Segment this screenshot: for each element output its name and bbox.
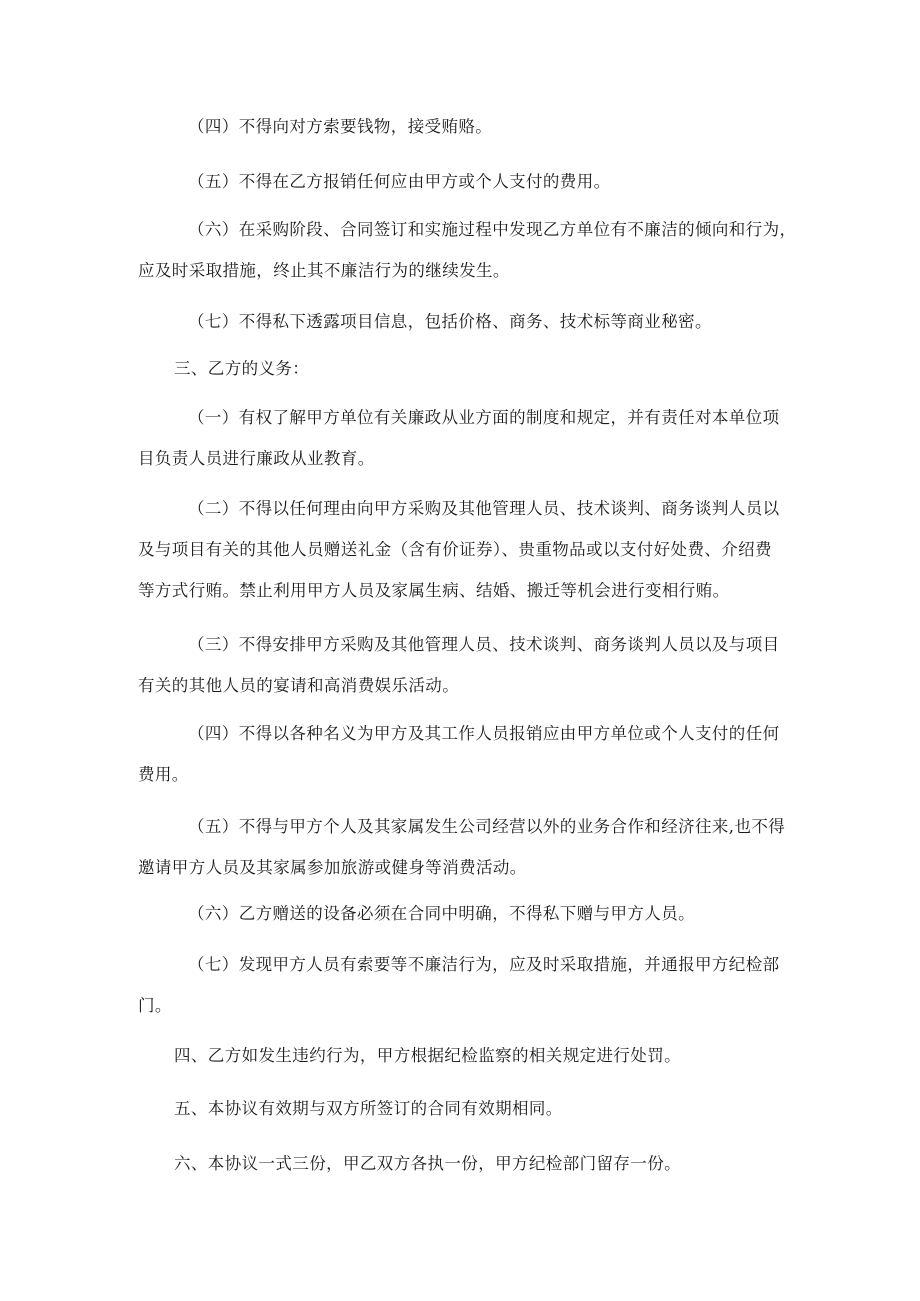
text-line: 五、本协议有效期与双方所签订的合同有效期相同。 <box>174 1099 563 1118</box>
text-line: 应及时采取措施，终止其不廉洁行为的继续发生。 <box>138 261 510 280</box>
clause-b1-education <box>138 397 790 479</box>
text-line: 邀请甲方人员及其家属参加旅游或健身等消费活动。 <box>138 858 527 877</box>
clause-a6-stop-misconduct <box>138 209 797 291</box>
text-line: （七）不得私下透露项目信息，包括价格、商务、技术标等商业秘密。 <box>188 312 712 331</box>
section-six-copies <box>138 1143 790 1184</box>
clause-a7-no-leaks <box>138 301 790 342</box>
text-line: 六、本协议一式三份，甲乙双方各执一份，甲方纪检部门留存一份。 <box>174 1154 681 1173</box>
clause-b6-equipment-in-contract <box>138 893 790 934</box>
clause-b4-no-reimbursement <box>138 713 790 795</box>
text-line: 三、乙方的义务： <box>174 359 310 378</box>
text-line: 目负责人员进行廉政从业教育。 <box>138 449 375 468</box>
text-line: （二）不得以任何理由向甲方采购及其他管理人员、技术谈判、商务谈判人员以 <box>188 499 780 518</box>
text-line: （四）不得以各种名义为甲方及其工作人员报销应由甲方单位或个人支付的任何 <box>188 724 780 743</box>
clause-b3-no-entertainment <box>138 624 790 706</box>
text-line: （六）乙方赠送的设备必须在合同中明确，不得私下赠与甲方人员。 <box>188 904 695 923</box>
text-line: （七）发现甲方人员有索要等不廉洁行为，应及时采取措施，并通报甲方纪检部 <box>188 955 780 974</box>
text-line: （五）不得在乙方报销任何应由甲方或个人支付的费用。 <box>188 172 611 191</box>
text-line: 门。 <box>138 996 172 1015</box>
text-line: 有关的其他人员的宴请和高消费娱乐活动。 <box>138 676 460 695</box>
section-heading-party-b-obligations <box>138 348 790 389</box>
section-five-validity <box>138 1088 790 1129</box>
clause-b5-no-outside-business <box>138 806 790 888</box>
text-line: 等方式行贿。禁止利用甲方人员及家属生病、结婚、搬迁等机会进行变相行贿。 <box>138 581 730 600</box>
text-line: （三）不得安排甲方采购及其他管理人员、技术谈判、商务谈判人员以及与项目 <box>188 635 780 654</box>
clause-a5-no-reimbursement <box>138 161 790 202</box>
text-line: （六）在采购阶段、合同签订和实施过程中发现乙方单位有不廉洁的倾向和行为， <box>188 220 797 239</box>
text-line: 四、乙方如发生违约行为，甲方根据纪检监察的相关规定进行处罚。 <box>174 1046 681 1065</box>
text-line: 费用。 <box>138 765 189 784</box>
text-line: 及与项目有关的其他人员赠送礼金（含有价证券）、贵重物品或以支付好处费、介绍费 <box>138 540 772 559</box>
text-line: （五）不得与甲方个人及其家属发生公司经营以外的业务合作和经济往来,也不得 <box>188 817 786 836</box>
clause-b7-report-misconduct <box>138 944 790 1026</box>
clause-b2-no-gifts <box>138 488 790 611</box>
section-four-penalties <box>138 1035 790 1076</box>
text-line: （四）不得向对方索要钱物，接受贿赂。 <box>188 117 493 136</box>
clause-a4-no-bribes <box>138 106 790 147</box>
text-line: （一）有权了解甲方单位有关廉政从业方面的制度和规定，并有责任对本单位项 <box>188 408 780 427</box>
